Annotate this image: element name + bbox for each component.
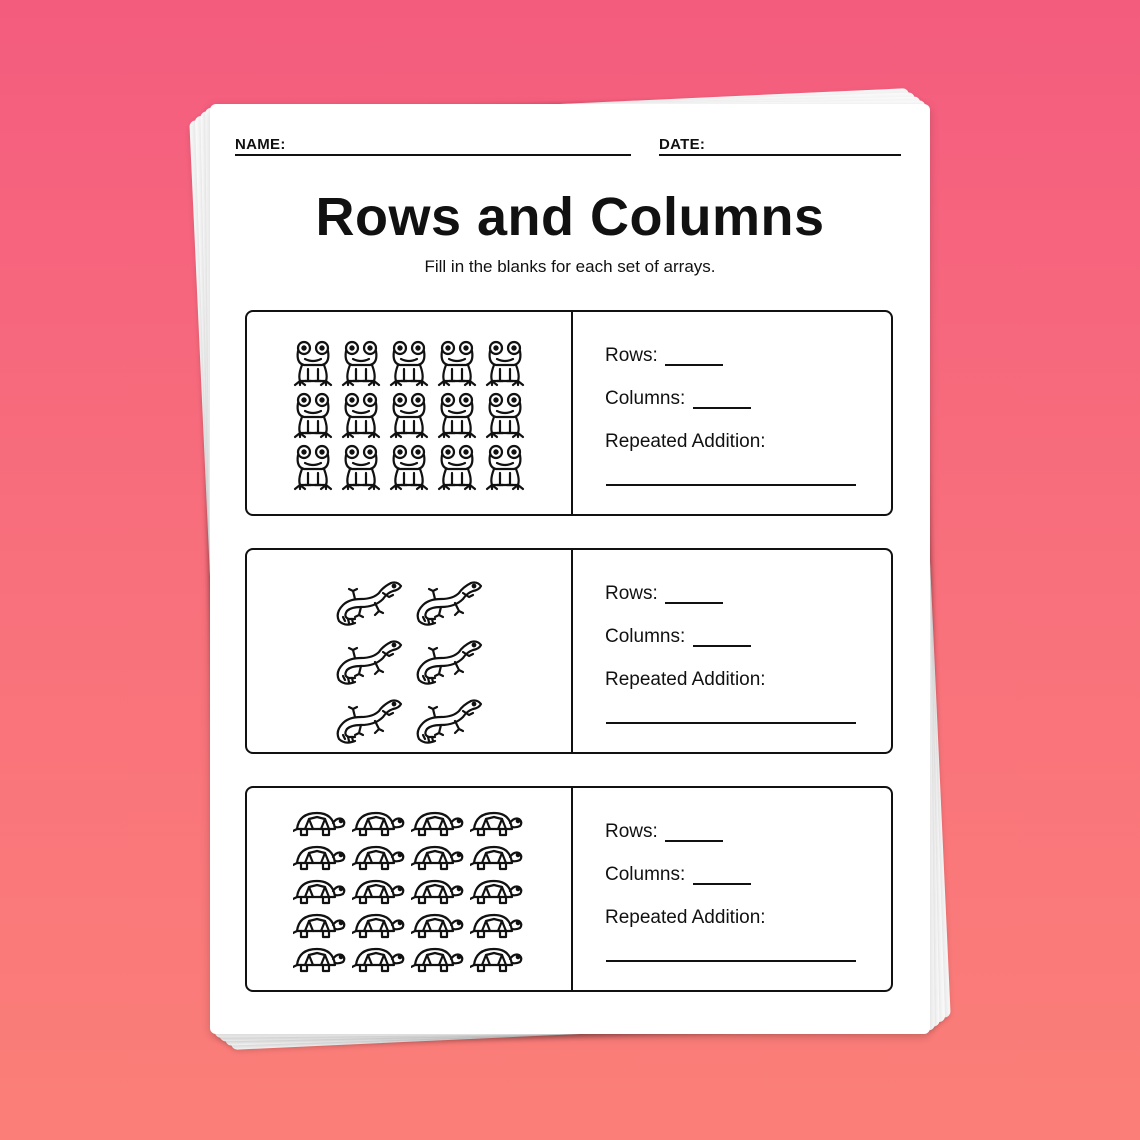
rows-blank <box>665 840 723 842</box>
lizard-icon <box>331 577 405 627</box>
frog-icon <box>292 339 334 387</box>
frog-icon <box>388 391 430 439</box>
turtle-icon <box>293 945 347 975</box>
name-label: NAME: <box>235 136 286 153</box>
turtle-icon <box>470 877 524 907</box>
turtle-icon <box>470 843 524 873</box>
date-line <box>659 154 901 156</box>
lizard-array <box>247 550 571 752</box>
turtle-icon <box>352 911 406 941</box>
frog-icon <box>292 391 334 439</box>
turtle-icon <box>293 843 347 873</box>
frog-icon <box>340 339 382 387</box>
array-box-1 <box>245 310 893 516</box>
frog-array <box>247 312 571 514</box>
turtle-icon <box>470 911 524 941</box>
turtle-icon <box>411 911 465 941</box>
lizard-icon <box>331 636 405 686</box>
frog-icon <box>340 391 382 439</box>
lizard-icon <box>411 636 485 686</box>
repeated-addition-blank <box>606 722 856 724</box>
lizard-icon <box>411 695 485 745</box>
turtle-icon <box>411 877 465 907</box>
turtle-array <box>247 788 571 990</box>
repeated-addition-blank <box>606 960 856 962</box>
turtle-icon <box>352 843 406 873</box>
columns-label: Columns: <box>605 388 686 409</box>
lizard-icon <box>411 577 485 627</box>
box-divider <box>571 312 573 514</box>
frog-icon <box>436 339 478 387</box>
frog-icon <box>436 391 478 439</box>
box-divider <box>571 550 573 752</box>
turtle-icon <box>470 809 524 839</box>
frog-icon <box>484 443 526 491</box>
turtle-icon <box>470 945 524 975</box>
frog-icon <box>340 443 382 491</box>
worksheet-page <box>210 104 930 1034</box>
box-divider <box>571 788 573 990</box>
rows-label: Rows: <box>605 821 658 842</box>
frog-icon <box>484 339 526 387</box>
turtle-icon <box>411 945 465 975</box>
columns-blank <box>693 645 751 647</box>
turtle-icon <box>293 911 347 941</box>
rows-label: Rows: <box>605 583 658 604</box>
columns-blank <box>693 883 751 885</box>
frog-icon <box>484 391 526 439</box>
repeated-addition-blank <box>606 484 856 486</box>
lizard-icon <box>331 695 405 745</box>
frog-icon <box>388 339 430 387</box>
columns-blank <box>693 407 751 409</box>
rows-label: Rows: <box>605 345 658 366</box>
date-label: DATE: <box>659 136 706 153</box>
turtle-icon <box>352 945 406 975</box>
turtle-icon <box>293 877 347 907</box>
repeated-addition-label: Repeated Addition: <box>605 669 766 690</box>
frog-icon <box>388 443 430 491</box>
array-box-2 <box>245 548 893 754</box>
rows-blank <box>665 602 723 604</box>
turtle-icon <box>352 877 406 907</box>
worksheet-title: Rows and Columns <box>315 187 825 247</box>
frog-icon <box>436 443 478 491</box>
array-box-3 <box>245 786 893 992</box>
rows-blank <box>665 364 723 366</box>
columns-label: Columns: <box>605 626 686 647</box>
worksheet-instructions: Fill in the blanks for each set of arrays. <box>424 257 716 276</box>
turtle-icon <box>352 809 406 839</box>
repeated-addition-label: Repeated Addition: <box>605 907 766 928</box>
name-line <box>235 154 631 156</box>
turtle-icon <box>411 843 465 873</box>
turtle-icon <box>411 809 465 839</box>
frog-icon <box>292 443 334 491</box>
columns-label: Columns: <box>605 864 686 885</box>
repeated-addition-label: Repeated Addition: <box>605 431 766 452</box>
turtle-icon <box>293 809 347 839</box>
